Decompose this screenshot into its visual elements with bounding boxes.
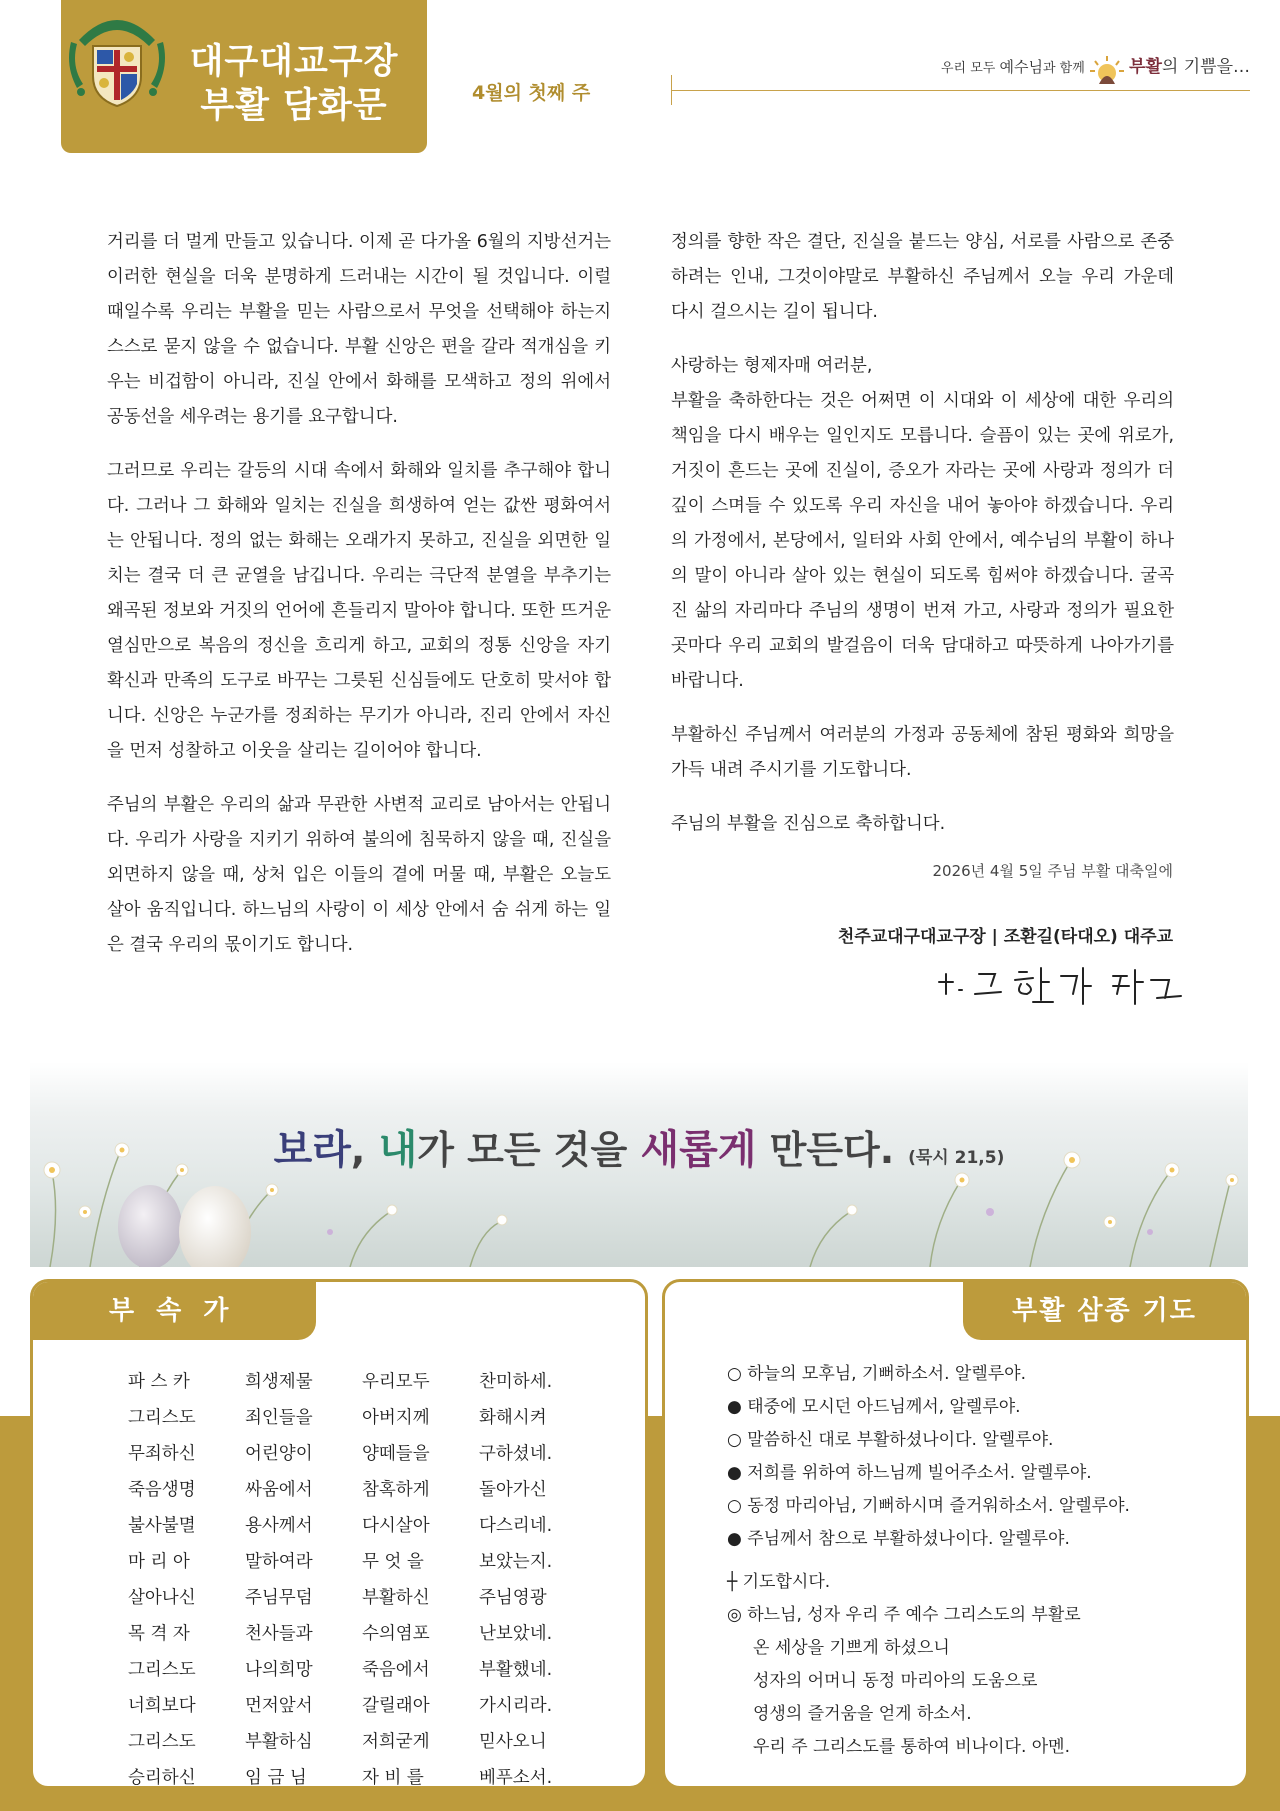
prayer-gap bbox=[727, 1556, 1130, 1566]
prayer-line: ● 태중에 모시던 아드님께서, 알렐루야. bbox=[727, 1397, 1021, 1417]
week-label: 4월의 첫째 주 bbox=[472, 82, 591, 104]
hymn-cell: 베푸소서. bbox=[479, 1767, 553, 1788]
tagline-joy: 의 기쁨을… bbox=[1161, 57, 1250, 77]
sequence-hymn-table bbox=[128, 1362, 579, 1789]
title-line-2: 부활 담화문 bbox=[200, 86, 388, 126]
prayer-closing-line: 우리 주 그리스도를 통하여 비나이다. 아멘. bbox=[753, 1737, 1071, 1757]
letter-paragraph: 주님의 부활을 진심으로 축하합니다. bbox=[671, 814, 946, 834]
hymn-cell: 싸움에서 bbox=[245, 1479, 313, 1500]
hymn-cell: 돌아가신 bbox=[479, 1479, 547, 1500]
hymn-cell: 나의희망 bbox=[245, 1659, 313, 1680]
hymn-cell: 희생제물 bbox=[245, 1371, 313, 1392]
dateline: 2026년 4월 5일 주님 부활 대축일에 bbox=[932, 862, 1173, 880]
verse-word-behold: 보라 bbox=[273, 1127, 351, 1173]
hymn-cell: 부활하신 bbox=[362, 1587, 430, 1608]
hymn-row bbox=[128, 1506, 579, 1542]
hymn-cell: 자 비 를 bbox=[362, 1767, 424, 1788]
hymn-cell: 목 격 자 bbox=[128, 1623, 190, 1644]
hymn-cell: 가시리라. bbox=[479, 1695, 553, 1716]
hymn-cell: 먼저앞서 bbox=[245, 1695, 313, 1716]
verse-banner bbox=[30, 1062, 1248, 1267]
hymn-cell: 아버지께 bbox=[362, 1407, 430, 1428]
title-line-1: 대구대교구장 bbox=[189, 42, 399, 82]
hymn-cell: 주님무덤 bbox=[245, 1587, 313, 1608]
hymn-cell: 죄인들을 bbox=[245, 1407, 313, 1428]
sun-icon bbox=[1089, 54, 1125, 84]
verse-word-i: 내 bbox=[378, 1127, 418, 1173]
prayer-line: ○ 하늘의 모후님, 기뻐하소서. 알렐루야. bbox=[727, 1364, 1026, 1384]
prayer-closing-line: 온 세상을 기쁘게 하셨으니 bbox=[753, 1638, 950, 1658]
verse-word-all-things: 가 모든 것을 bbox=[417, 1128, 641, 1172]
hymn-cell: 불사불멸 bbox=[128, 1515, 196, 1536]
verse-reference: (묵시 21,5) bbox=[908, 1148, 1005, 1168]
hymn-cell: 다시살아 bbox=[362, 1515, 430, 1536]
tagline-bless: 부활 bbox=[1129, 57, 1162, 77]
hymn-cell: 천사들과 bbox=[245, 1623, 313, 1644]
hymn-cell: 저희굳게 bbox=[362, 1731, 430, 1752]
prayer-line: ○ 말씀하신 대로 부활하셨나이다. 알렐루야. bbox=[727, 1430, 1054, 1450]
hymn-cell: 죽음에서 bbox=[362, 1659, 430, 1680]
hymn-cell: 살아나신 bbox=[128, 1587, 196, 1608]
prayer-line: ● 주님께서 참으로 부활하셨나이다. 알렐루야. bbox=[727, 1529, 1070, 1549]
page-title bbox=[169, 40, 419, 128]
hymn-cell: 수의염포 bbox=[362, 1623, 430, 1644]
tagline-prefix: 우리 모두 bbox=[940, 61, 996, 76]
hymn-cell: 찬미하세. bbox=[479, 1371, 553, 1392]
hymn-cell: 부활하심 bbox=[245, 1731, 313, 1752]
hymn-cell: 용사께서 bbox=[245, 1515, 313, 1536]
letter-paragraph: 주님의 부활은 우리의 삶과 무관한 사변적 교리로 남아서는 안됩니다. 우리가 사랑을 지키기 위하여 불의에 침묵하지 않을 때, 진실을 외면하지 않을 때, 상처 입은 이들의 곁에 머물 때, 부활은 오늘도 살아 움직입니다. 하느님의 사랑이 이 세상 안에서 숨 쉬게 하는 일은 결국 우리의 몫이기도 합니다. bbox=[107, 795, 611, 955]
letter-paragraph: 정의를 향한 작은 결단, 진실을 붙드는 양심, 서로를 사람으로 존중하려는 인내, 그것이야말로 부활하신 주님께서 오늘 우리 가운데 다시 걸으시는 길이 됩니다. bbox=[671, 232, 1174, 322]
hymn-cell: 믿사오니 bbox=[479, 1731, 547, 1752]
tagline-with: 과 함께 bbox=[1042, 61, 1085, 76]
hymn-cell: 구하셨네. bbox=[479, 1443, 553, 1464]
hymn-cell: 말하여라 bbox=[245, 1551, 313, 1572]
verse-headline bbox=[30, 1118, 1248, 1175]
hymn-cell: 파 스 카 bbox=[128, 1371, 190, 1392]
tagline bbox=[941, 52, 1250, 84]
letter-left-column bbox=[107, 225, 611, 982]
hymn-cell: 무 엇 을 bbox=[362, 1551, 424, 1572]
prayer-line: ● 저희를 위하여 하느님께 빌어주소서. 알렐루야. bbox=[727, 1463, 1092, 1483]
hymn-row bbox=[128, 1686, 579, 1722]
prayer-closing-line: 성자의 어머니 동정 마리아의 도움으로 bbox=[753, 1671, 1038, 1691]
hymn-cell: 부활했네. bbox=[479, 1659, 553, 1680]
letter-paragraph: 사랑하는 형제자매 여러분, 부활을 축하한다는 것은 어쩌면 이 시대와 이 세상에 대한 우리의 책임을 다시 배우는 일인지도 모릅니다. 슬픔이 있는 곳에 위로가, 거짓이 흔드는 곳에 진실이, 증오가 자라는 곳에 사랑과 정의가 더 깊이 스며들 수 있도록 우리 자신을 내어 놓아야 하겠습니다. 우리의 가정에서, 본당에서, 일터와 사회 안에서, 예수님의 부활이 하나의 말이 아니라 살아 있는 현실이 되도록 힘써야 하겠습니다. 굴곡진 삶의 자리마다 주님의 생명이 번져 가고, 사랑과 정의가 필요한 곳마다 우리 교회의 발걸음이 더욱 담대하고 따뜻하게 나아가기를 바랍니다. bbox=[671, 356, 1174, 691]
prayer-closing-line: 영생의 즐거움을 얻게 하소서. bbox=[753, 1704, 972, 1724]
angelus-prayer-title: 부활 삼종 기도 bbox=[963, 1282, 1246, 1340]
signer: 천주교대구대교구장 | 조환길(타대오) 대주교 bbox=[837, 927, 1173, 947]
hymn-cell: 너희보다 bbox=[128, 1695, 196, 1716]
hymn-row bbox=[128, 1722, 579, 1758]
hymn-row bbox=[128, 1398, 579, 1434]
hymn-cell: 임 금 님 bbox=[245, 1767, 307, 1788]
hymn-cell: 갈릴래아 bbox=[362, 1695, 430, 1716]
hymn-cell: 우리모두 bbox=[362, 1371, 430, 1392]
letter-right-column bbox=[671, 225, 1174, 861]
letter-paragraph: 부활하신 주님께서 여러분의 가정과 공동체에 참된 평화와 희망을 가득 내려 주시기를 기도합니다. bbox=[671, 725, 1174, 780]
tagline-jesus: 예수님 bbox=[999, 58, 1043, 76]
hymn-row bbox=[128, 1578, 579, 1614]
hymn-cell: 그리스도 bbox=[128, 1407, 196, 1428]
prayer-line: ○ 동정 마리아님, 기뻐하시며 즐거워하소서. 알렐루야. bbox=[727, 1496, 1130, 1516]
hymn-cell: 양떼들을 bbox=[362, 1443, 430, 1464]
prayer-closing-first: ◎ 하느님, 성자 우리 주 예수 그리스도의 부활로 bbox=[727, 1605, 1081, 1625]
hymn-cell: 난보았네. bbox=[479, 1623, 553, 1644]
verse-word-new: 새롭게 bbox=[640, 1127, 757, 1173]
signature-icon bbox=[935, 960, 1185, 1010]
hymn-cell: 화해시켜 bbox=[479, 1407, 547, 1428]
hymn-cell: 죽음생명 bbox=[128, 1479, 196, 1500]
header-divider-horizontal bbox=[671, 90, 1250, 91]
hymn-row bbox=[128, 1434, 579, 1470]
verse-word-make: 만든다. bbox=[756, 1128, 895, 1172]
sequence-hymn-title: 부속가 bbox=[33, 1282, 316, 1340]
hymn-cell: 어린양이 bbox=[245, 1443, 313, 1464]
letter-paragraph: 그러므로 우리는 갈등의 시대 속에서 화해와 일치를 추구해야 합니다. 그러나 그 화해와 일치는 진실을 희생하여 얻는 값싼 평화여서는 안됩니다. 정의 없는 화해는 오래가지 못하고, 진실을 외면한 일치는 결국 더 큰 균열을 남깁니다. 우리는 극단적 분열을 부추기는 왜곡된 정보와 거짓의 언어에 흔들리지 말아야 합니다. 또한 뜨거운 열심만으로 복음의 정신을 흐리게 하고, 교회의 정통 신앙을 자기 확신과 만족의 도구로 바꾸는 그릇된 신심들에도 단호히 맞서야 합니다. 신앙은 누군가를 정죄하는 무기가 아니라, 진리 안에서 자신을 먼저 성찰하고 이웃을 살리는 길이어야 합니다. bbox=[107, 461, 611, 761]
title-box bbox=[61, 0, 427, 153]
hymn-cell: 무죄하신 bbox=[128, 1443, 196, 1464]
hymn-cell: 승리하신 bbox=[128, 1767, 196, 1788]
hymn-row bbox=[128, 1470, 579, 1506]
angelus-prayer-panel bbox=[662, 1279, 1249, 1789]
prayer-intro: ┼ 기도합시다. bbox=[727, 1572, 831, 1592]
hymn-row bbox=[128, 1614, 579, 1650]
letter-paragraph: 거리를 더 멀게 만들고 있습니다. 이제 곧 다가올 6월의 지방선거는 이러한 현실을 더욱 분명하게 드러내는 시간이 될 것입니다. 이럴 때일수록 우리는 부활을 믿는 사람으로서 무엇을 선택해야 하는지 스스로 묻지 않을 수 없습니다. 부활 신앙은 편을 갈라 적개심을 키우는 비겁함이 아니라, 진실 안에서 화해를 모색하고 정의 위에서 공동선을 세우려는 용기를 요구합니다. bbox=[107, 232, 611, 427]
hymn-cell: 그리스도 bbox=[128, 1731, 196, 1752]
hymn-row bbox=[128, 1650, 579, 1686]
hymn-row bbox=[128, 1758, 579, 1789]
hymn-cell: 그리스도 bbox=[128, 1659, 196, 1680]
hymn-cell: 주님영광 bbox=[479, 1587, 547, 1608]
sequence-hymn-panel bbox=[30, 1279, 648, 1789]
hymn-cell: 마 리 아 bbox=[128, 1551, 190, 1572]
hymn-cell: 참혹하게 bbox=[362, 1479, 430, 1500]
hymn-cell: 다스리네. bbox=[479, 1515, 553, 1536]
angelus-prayer-text bbox=[727, 1358, 1130, 1764]
crest-icon bbox=[67, 6, 167, 110]
hymn-row bbox=[128, 1542, 579, 1578]
hymn-cell: 보았는지. bbox=[479, 1551, 553, 1572]
hymn-row bbox=[128, 1362, 579, 1398]
verse-comma: , bbox=[350, 1128, 379, 1172]
